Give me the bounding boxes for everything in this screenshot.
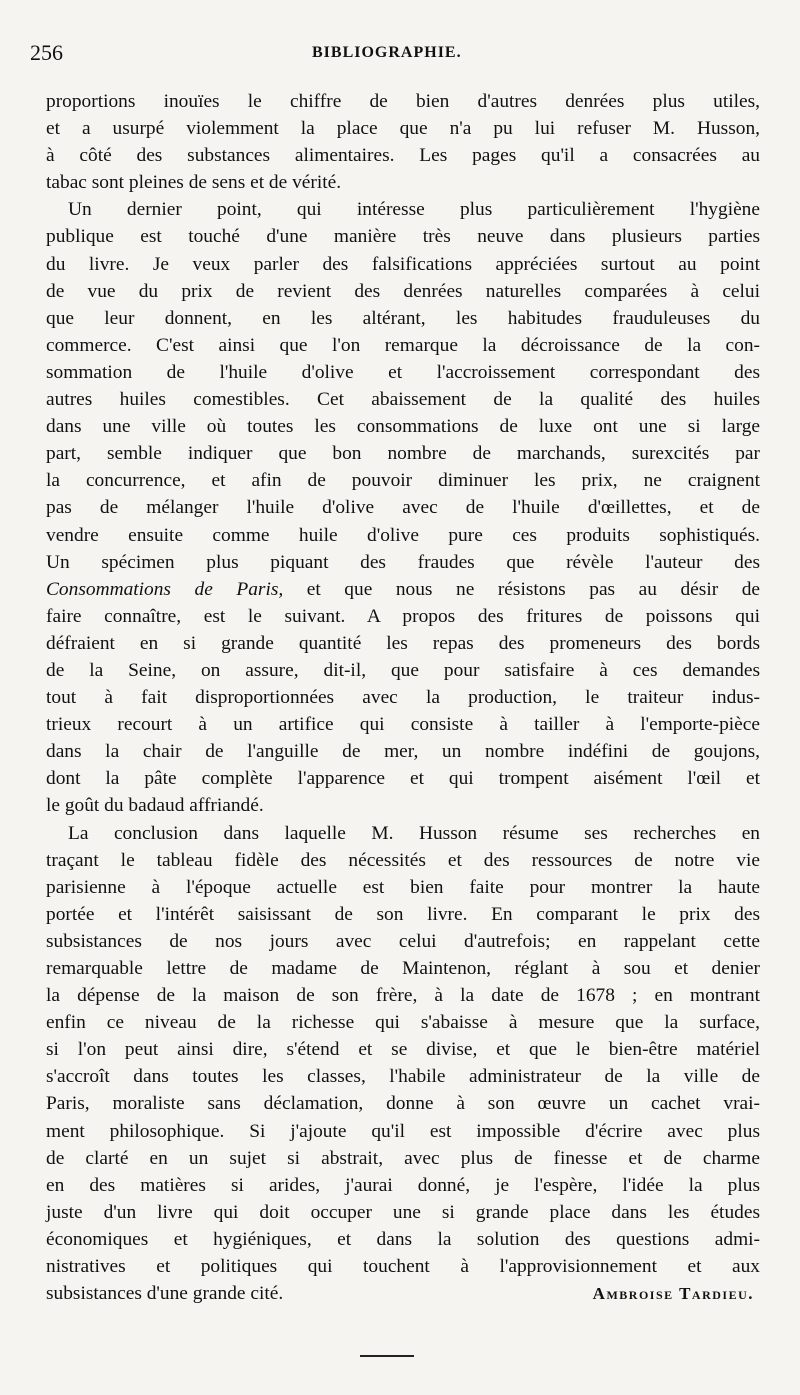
text-line: publique est touché d'une manière très neuve dans plusieurs parties [46,226,760,248]
text-line: Un spécimen plus piquant des fraudes que révèle l'auteur des [46,551,760,573]
text-line: nistratives et politiques qui touchent à l'approvisionnement et aux [46,1256,760,1278]
text-line: tabac sont pleines de sens et de vérité. [46,172,342,194]
text-line: le goût du badaud affriandé. [46,795,264,817]
text-line: et a usurpé violemment la place que n'a pu lui refuser M. Husson, [46,118,760,140]
text-line: de vue du prix de revient des denrées naturelles comparées à celui [46,280,760,302]
text-line-rest: et que nous ne résistons pas au désir de [283,578,760,600]
text-line: économiques et hygiéniques, et dans la solution des questions admi- [46,1228,760,1250]
text-line: subsistances de nos jours avec celui d'autrefois; en rappelant cette [46,930,760,952]
text-line: enfin ce niveau de la richesse qui s'abaisse à mesure que la surface, [46,1012,760,1034]
text-line: portée et l'intérêt saisissant de son livre. En comparant le prix des [46,903,760,925]
text-line: sommation de l'huile d'olive et l'accroissement correspondant des [46,361,760,383]
text-line: à côté des substances alimentaires. Les pages qu'il a consacrées au [46,145,760,167]
end-rule-divider [360,1355,414,1357]
text-line: Un dernier point, qui intéresse plus particulièrement l'hygiène [68,199,760,221]
text-line: de la Seine, on assure, dit-il, que pour satisfaire à ces demandes [46,659,760,681]
text-line: la dépense de la maison de son frère, à la date de 1678 ; en montrant [46,985,760,1007]
text-line: faire connaître, est le suivant. A propos des fritures de poissons qui [46,605,760,627]
text-line: trieux recourt à un artifice qui consiste à tailler à l'emporte-pièce [46,714,760,736]
text-line: Paris, moraliste sans déclamation, donne à son œuvre un cachet vrai- [46,1093,760,1115]
text-line: commerce. C'est ainsi que l'on remarque la décroissance de la con- [46,334,760,356]
text-line: s'accroît dans toutes les classes, l'habile administrateur de la ville de [46,1066,760,1088]
text-line: proportions inouïes le chiffre de bien d'autres denrées plus utiles, [46,91,760,112]
text-line: défraient en si grande quantité les repas des promeneurs des bords [46,632,760,654]
text-line: dont la pâte complète l'apparence et qui trompent aisément l'œil et [46,768,760,790]
text-line: traçant le tableau fidèle des nécessités et des ressources de notre vie [46,849,760,871]
text-line: pas de mélanger l'huile d'olive avec de l'huile d'œillettes, et de [46,497,760,519]
page-number: 256 [30,40,63,65]
text-line: La conclusion dans laquelle M. Husson résume ses recherches en [68,822,760,844]
text-line: part, semble indiquer que bon nombre de marchands, surexcités par [46,443,760,465]
running-head: BIBLIOGRAPHIE. [312,44,462,61]
text-line: de clarté en un sujet si abstrait, avec plus de finesse et de charme [46,1147,760,1169]
text-line: si l'on peut ainsi dire, s'étend et se divise, et que le bien-être matériel [46,1039,760,1061]
text-line: du livre. Je veux parler des falsifications appréciées surtout au point [46,253,760,275]
text-line: dans la chair de l'anguille de mer, un nombre indéfini de goujons, [46,741,760,763]
page-header [30,40,770,74]
text-line: la concurrence, et afin de pouvoir diminuer les prix, ne craignent [46,470,760,492]
body-text [46,88,760,1307]
text-line: en des matières si arides, j'aurai donné, je l'espère, l'idée la plus [46,1174,760,1196]
text-line [46,1280,760,1307]
text-line: vendre ensuite comme huile d'olive pure ces produits sophistiqués. [46,524,760,546]
text-line-final: subsistances d'une grande cité. [46,1283,284,1305]
text-line: dans une ville où toutes les consommations de luxe ont une si large [46,416,760,438]
text-line: tout à fait disproportionnées avec la production, le traiteur indus- [46,687,760,709]
text-line: ment philosophique. Si j'ajoute qu'il est impossible d'écrire avec plus [46,1120,760,1142]
author-signature: Ambroise Tardieu. [592,1284,754,1304]
text-line: autres huiles comestibles. Cet abaissement de la qualité des huiles [46,389,760,411]
text-line: parisienne à l'époque actuelle est bien faite pour montrer la haute [46,876,760,898]
book-title: Consommations de Paris, [46,578,284,600]
text-line: que leur donnent, en les altérant, les habitudes frauduleuses du [46,307,760,329]
text-line: juste d'un livre qui doit occuper une si grande place dans les études [46,1201,760,1223]
text-line [46,576,760,603]
text-line: remarquable lettre de madame de Maintenon, réglant à sou et denier [46,958,760,979]
